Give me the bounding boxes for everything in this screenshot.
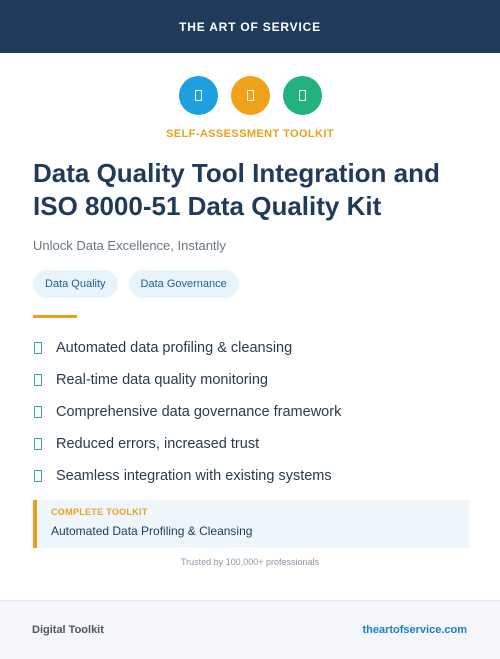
trusted-note: Trusted by 100,000+ professionals (180, 557, 319, 567)
list-item (33, 364, 473, 396)
check-icon (34, 438, 42, 450)
top-banner (0, 0, 500, 53)
check-icon (34, 470, 42, 482)
feature-text: Real-time data quality monitoring (56, 372, 268, 388)
feature-text: Automated data profiling & cleansing (56, 340, 293, 356)
list-item (33, 460, 473, 492)
check-icon (34, 406, 42, 418)
check-icon (34, 342, 42, 354)
footer (0, 600, 500, 659)
brand-name: THE ART OF SERVICE (179, 19, 321, 34)
footer-label: Digital Toolkit (32, 624, 104, 636)
green-badge-icon (283, 76, 322, 115)
page-title: Data Quality Tool Integration and ISO 8000-51 Data Quality Kit (33, 158, 440, 221)
callout-text: Automated Data Profiling & Cleansing (51, 524, 253, 538)
list-item (33, 428, 473, 460)
callout-label: COMPLETE TOOLKIT (51, 507, 148, 517)
tag-list (33, 270, 239, 298)
check-icon (34, 374, 42, 386)
feature-list (33, 332, 473, 492)
blue-badge-icon (179, 76, 218, 115)
feature-text: Seamless integration with existing systems (56, 468, 332, 484)
tag-data-quality[interactable]: Data Quality (33, 270, 118, 298)
kicker-label: SELF-ASSESSMENT TOOLKIT (166, 128, 334, 140)
accent-divider (33, 315, 77, 318)
icon-row (0, 76, 500, 115)
website-link[interactable]: theartofservice.com (362, 624, 467, 636)
subtitle: Unlock Data Excellence, Instantly (33, 238, 226, 253)
feature-text: Reduced errors, increased trust (56, 436, 260, 452)
list-item (33, 332, 473, 364)
list-item (33, 396, 473, 428)
orange-badge-icon (231, 76, 270, 115)
tag-data-governance[interactable]: Data Governance (129, 270, 239, 298)
feature-text: Comprehensive data governance framework (56, 404, 342, 420)
toolkit-callout (33, 500, 469, 548)
